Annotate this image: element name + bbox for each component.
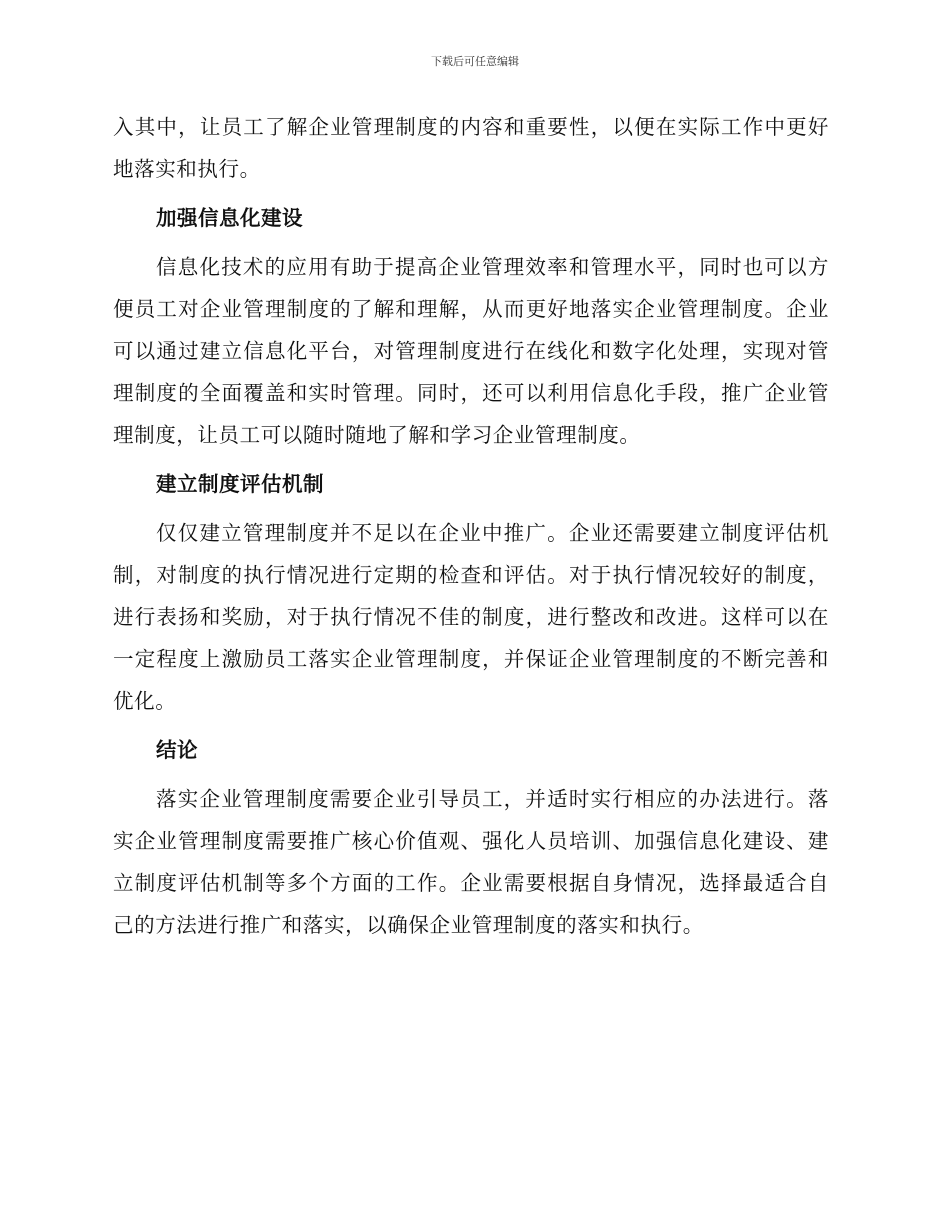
section-heading-conclusion: 结论 xyxy=(156,738,198,762)
section-heading-informatization: 加强信息化建设 xyxy=(156,206,303,230)
section-paragraph-conclusion: 落实企业管理制度需要企业引导员工，并适时实行相应的办法进行。落实企业管理制度需要推广核心价值观、强化人员培训、加强信息化建设、建立制度评估机制等多个方面的工作。企业需要根据自身情况，选择最适合自己的方法进行推广和落实，以确保企业管理制度的落实和执行。 xyxy=(113,787,829,937)
page-header: 下载后可任意编辑 xyxy=(431,55,519,68)
section-paragraph-informatization: 信息化技术的应用有助于提高企业管理效率和管理水平，同时也可以方便员工对企业管理制度的了解和理解，从而更好地落实企业管理制度。企业可以通过建立信息化平台，对管理制度进行在线化和数字化处理，实现对管理制度的全面覆盖和实时管理。同时，还可以利用信息化手段，推广企业管理制度，让员工可以随时随地了解和学习企业管理制度。 xyxy=(113,255,829,447)
section-paragraph-evaluation: 仅仅建立管理制度并不足以在企业中推广。企业还需要建立制度评估机制，对制度的执行情况进行定期的检查和评估。对于执行情况较好的制度，进行表扬和奖励，对于执行情况不佳的制度，进行整改和改进。这样可以在一定程度上激励员工落实企业管理制度，并保证企业管理制度的不断完善和优化。 xyxy=(113,521,829,713)
section-heading-evaluation: 建立制度评估机制 xyxy=(156,472,324,496)
document-body xyxy=(113,106,829,946)
continued-paragraph: 入其中，让员工了解企业管理制度的内容和重要性，以便在实际工作中更好地落实和执行。 xyxy=(113,115,829,181)
